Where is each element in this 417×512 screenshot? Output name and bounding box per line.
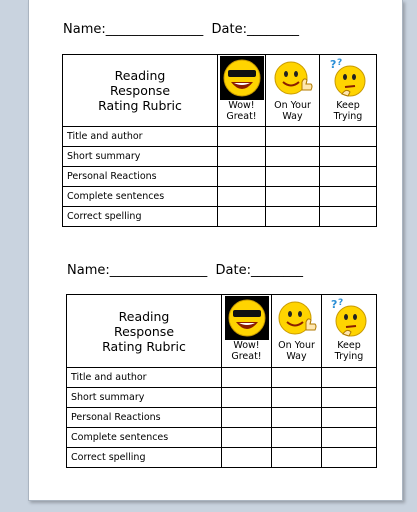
- rating-cell: [272, 408, 322, 428]
- rating-cell: [266, 187, 320, 207]
- rating-cell: [266, 207, 320, 227]
- rating-cell: [222, 448, 272, 468]
- rating-cell: [218, 147, 266, 167]
- table-row: [67, 368, 377, 388]
- rubric-title: [67, 295, 222, 368]
- rating-cell: [320, 147, 377, 167]
- rubric-table: [66, 294, 377, 468]
- column-label: Wow!: [228, 100, 255, 111]
- rating-cell: [272, 388, 322, 408]
- column-label: Way: [286, 351, 307, 362]
- name-date-line: Name:_______________ Date:________: [63, 22, 299, 37]
- criterion-label: Correct spelling: [63, 207, 218, 227]
- rating-cell: [272, 428, 322, 448]
- rubric-table: [62, 54, 377, 227]
- criterion-label: Short summary: [67, 388, 222, 408]
- criterion-label: Short summary: [63, 147, 218, 167]
- column-label: Trying: [333, 111, 363, 122]
- thumbs-up-smiley-icon: [271, 56, 315, 100]
- table-row: [67, 448, 377, 468]
- column-label: On Your: [274, 100, 311, 111]
- rating-cell: [322, 368, 377, 388]
- column-wow-great: [222, 295, 272, 368]
- title-line: Response: [109, 83, 171, 98]
- criterion-label: Correct spelling: [67, 448, 222, 468]
- rating-cell: [320, 187, 377, 207]
- svg-text:?: ?: [337, 58, 343, 68]
- thinking-smiley-icon: [326, 56, 370, 100]
- rating-cell: [322, 408, 377, 428]
- table-row: [63, 147, 377, 167]
- column-label: Way: [282, 111, 303, 122]
- criterion-label: Personal Reactions: [63, 167, 218, 187]
- rubric-title: [63, 55, 218, 127]
- table-row: [63, 127, 377, 147]
- column-label: On Your: [278, 340, 315, 351]
- name-date-line: Name:_______________ Date:________: [67, 263, 303, 278]
- criterion-label: Complete sentences: [63, 187, 218, 207]
- title-line: Rating Rubric: [98, 98, 182, 113]
- rating-cell: [222, 408, 272, 428]
- column-label: Wow!: [233, 340, 260, 351]
- rating-cell: [322, 388, 377, 408]
- column-keep-trying: [320, 55, 377, 127]
- rating-cell: [266, 147, 320, 167]
- rating-cell: [320, 167, 377, 187]
- title-line: Response: [113, 323, 175, 339]
- cool-sunglasses-smiley-icon: [220, 56, 264, 100]
- rating-cell: [218, 167, 266, 187]
- rating-cell: [320, 127, 377, 147]
- criterion-label: Complete sentences: [67, 428, 222, 448]
- document-page: [28, 0, 403, 501]
- rating-cell: [218, 207, 266, 227]
- table-row: [63, 167, 377, 187]
- rating-cell: [222, 428, 272, 448]
- criterion-label: Title and author: [67, 368, 222, 388]
- rating-cell: [272, 368, 322, 388]
- column-label: Keep: [337, 340, 361, 351]
- rating-cell: [320, 207, 377, 227]
- column-label: Trying: [334, 351, 364, 362]
- rating-cell: [218, 187, 266, 207]
- thumbs-up-smiley-icon: [275, 296, 319, 340]
- table-row: [63, 187, 377, 207]
- thinking-smiley-icon: [327, 296, 371, 340]
- cool-sunglasses-smiley-icon: [225, 296, 269, 340]
- svg-text:?: ?: [331, 298, 338, 311]
- rating-cell: [322, 448, 377, 468]
- title-line: Rating Rubric: [102, 338, 186, 354]
- table-row: [67, 388, 377, 408]
- title-line: Reading: [114, 68, 166, 83]
- title-line: Reading: [118, 308, 170, 324]
- rating-cell: [322, 428, 377, 448]
- table-row: [67, 428, 377, 448]
- column-label: Keep: [336, 100, 360, 111]
- column-label: Great!: [231, 351, 262, 362]
- criterion-label: Personal Reactions: [67, 408, 222, 428]
- rating-cell: [222, 368, 272, 388]
- column-wow-great: [218, 55, 266, 127]
- svg-text:?: ?: [330, 58, 337, 71]
- table-row: [67, 408, 377, 428]
- rating-cell: [266, 167, 320, 187]
- column-label: Great!: [226, 111, 257, 122]
- table-row: [63, 207, 377, 227]
- column-on-your-way: [266, 55, 320, 127]
- rating-cell: [218, 127, 266, 147]
- rating-cell: [222, 388, 272, 408]
- rating-cell: [266, 127, 320, 147]
- rating-cell: [272, 448, 322, 468]
- column-keep-trying: [322, 295, 377, 368]
- column-on-your-way: [272, 295, 322, 368]
- svg-text:?: ?: [338, 298, 344, 308]
- criterion-label: Title and author: [63, 127, 218, 147]
